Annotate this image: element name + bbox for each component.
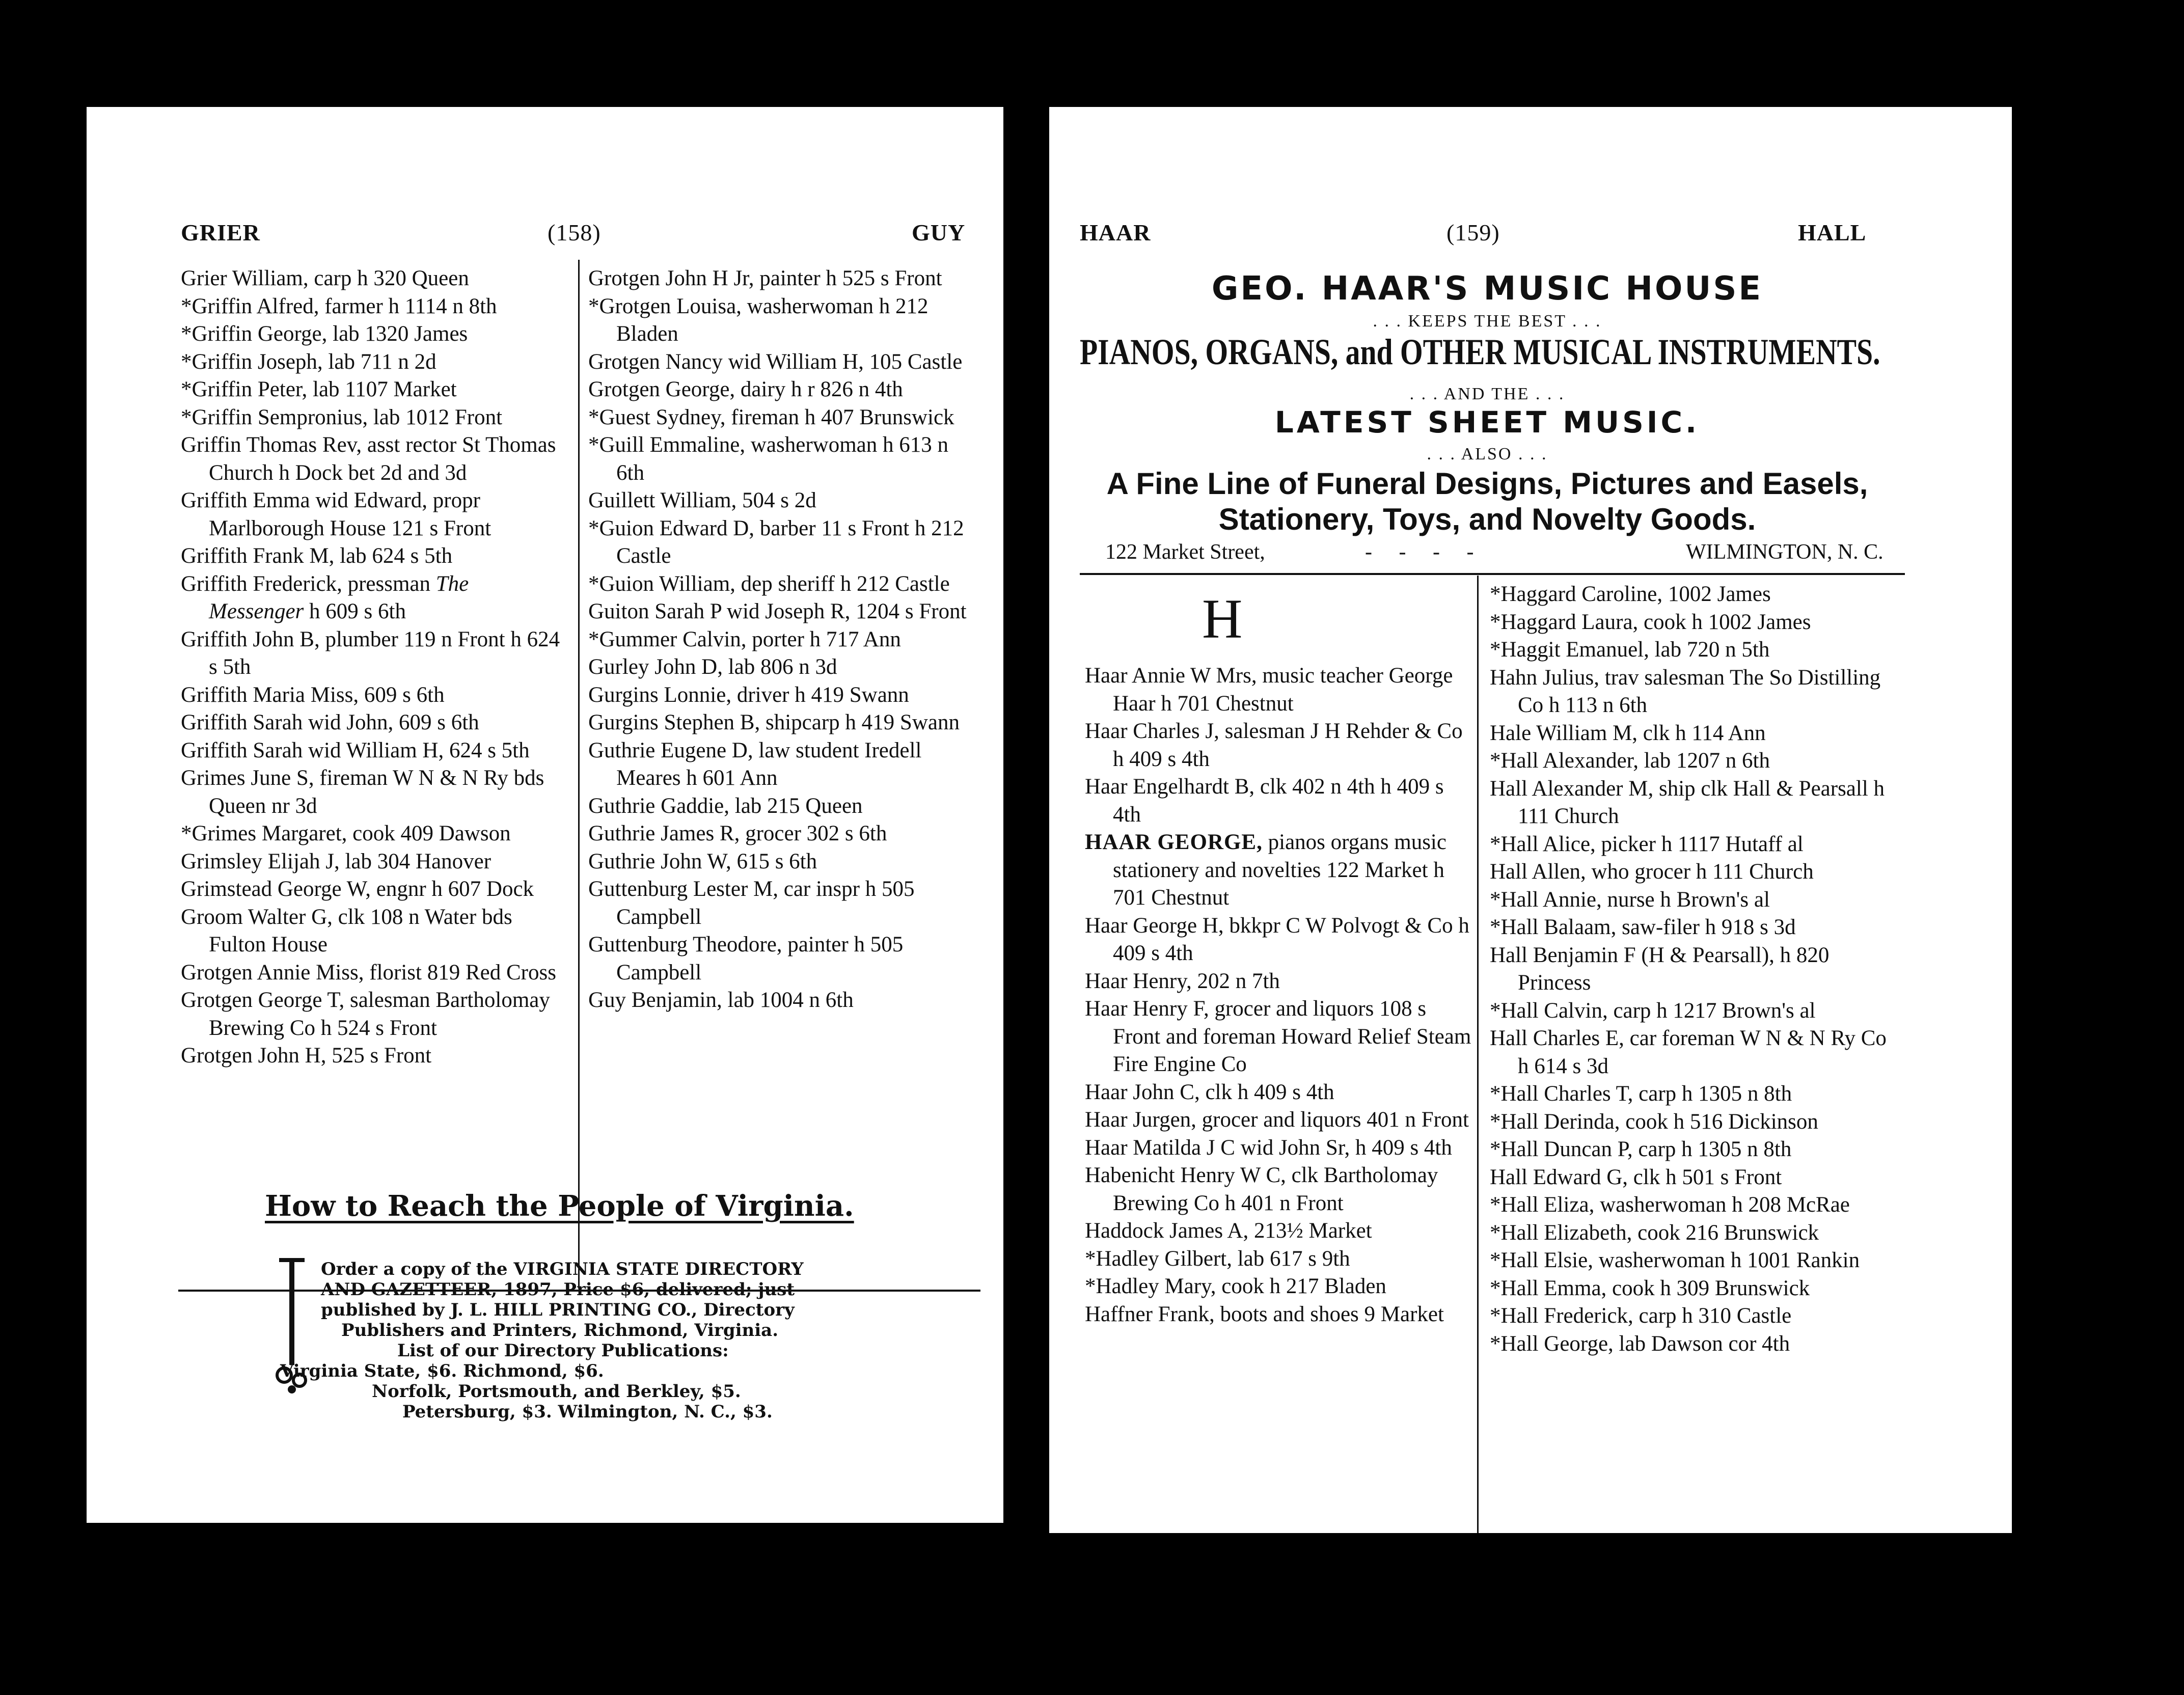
page-number: (158) xyxy=(548,220,601,245)
list-item: Haar John C, clk h 409 s 4th xyxy=(1085,1080,1334,1104)
list-item: *Hall Derinda, cook h 516 Dickinson xyxy=(1490,1109,1818,1134)
list-item: *Guest Sydney, fireman h 407 Brunswick xyxy=(588,405,954,429)
list-item: *Hall Calvin, carp h 1217 Brown's al xyxy=(1490,998,1816,1023)
list-item: Grimes June S, fireman W N & N Ry bds Queen nr 3d xyxy=(181,766,544,818)
list-item: *Grimes Margaret, cook 409 Dawson xyxy=(181,822,511,845)
list-item: Hall Benjamin F (H & Pearsall), h 820 Princess xyxy=(1490,943,1830,995)
list-item: *Hall Frederick, carp h 310 Castle xyxy=(1490,1304,1792,1328)
list-item: *Grotgen Louisa, washerwoman h 212 Bladen xyxy=(588,294,929,346)
list-item: *Hall Emma, cook h 309 Brunswick xyxy=(1490,1276,1810,1300)
advert-line: AND GAZETTEER, 1897, Price $6, delivered; just xyxy=(321,1279,795,1300)
list-item: *Griffin Alfred, farmer h 1114 n 8th xyxy=(181,294,497,318)
list-item: *Guion Edward D, barber 11 s Front h 212 Castle xyxy=(588,516,964,568)
page-number: (159) xyxy=(1446,220,1500,245)
list-item: Griffith Emma wid Edward, propr Marlborough House 121 s Front xyxy=(181,488,492,540)
list-item: Guttenburg Theodore, painter h 505 Campbell xyxy=(588,933,904,985)
advert-bottom-rule xyxy=(1080,573,1905,575)
list-item: Guillett William, 504 s 2d xyxy=(588,488,816,512)
list-item: Grotgen John H Jr, painter h 525 s Front xyxy=(588,266,942,290)
list-item: Grier William, carp h 320 Queen xyxy=(181,266,469,290)
advert-line: Virginia State, $6. Richmond, $6. xyxy=(280,1361,604,1381)
list-item: *Hall Eliza, washerwoman h 208 McRae xyxy=(1490,1193,1850,1217)
list-item: Gurley John D, lab 806 n 3d xyxy=(588,655,837,679)
virginia-advert-heading: How to Reach the People of Virginia. xyxy=(265,1189,854,1223)
list-item: *Haggit Emanuel, lab 720 n 5th xyxy=(1490,638,1770,662)
header-left: GRIER xyxy=(181,220,260,245)
list-item: Guiton Sarah P wid Joseph R, 1204 s Front xyxy=(588,599,967,623)
list-item: Griffith Maria Miss, 609 s 6th xyxy=(181,682,445,707)
list-item: Hall Edward G, clk h 501 s Front xyxy=(1490,1165,1782,1189)
list-item: Haar George H, bkkpr C W Polvogt & Co h 409 s 4th xyxy=(1085,913,1469,965)
list-item: Griffith Sarah wid William H, 624 s 5th xyxy=(181,738,530,762)
list-item: *Guill Emmaline, washerwoman h 613 n 6th xyxy=(588,433,948,485)
advert-stationery-line: Stationery, Toys, and Novelty Goods. xyxy=(1218,502,1756,536)
list-item: Haar Matilda J C wid John Sr, h 409 s 4th xyxy=(1085,1135,1452,1160)
header-left: HAAR xyxy=(1080,220,1151,245)
left-page xyxy=(87,107,1003,1523)
section-letter: H xyxy=(1202,588,1243,650)
list-item: Grotgen John H, 525 s Front xyxy=(181,1044,432,1068)
list-item: Grimstead George W, engnr h 607 Dock xyxy=(181,877,534,901)
list-item: *Hall Alexander, lab 1207 n 6th xyxy=(1490,749,1770,773)
advert-title: GEO. HAAR'S MUSIC HOUSE xyxy=(1211,270,1763,308)
list-item: Haar Henry, 202 n 7th xyxy=(1085,969,1280,993)
list-item: Grotgen Nancy wid William H, 105 Castle xyxy=(588,349,963,374)
advert-line: Norfolk, Portsmouth, and Berkley, $5. xyxy=(372,1381,741,1402)
list-item: Haar Annie W Mrs, music teacher George Haar h 701 Chestnut xyxy=(1085,664,1453,716)
advert-subline: . . . AND THE . . . xyxy=(1409,385,1565,403)
advert-address: 122 Market Street, xyxy=(1105,540,1265,564)
advert-instruments: PIANOS, ORGANS, and OTHER MUSICAL INSTRUMENTS. xyxy=(1080,332,1880,372)
list-item: *Guion William, dep sheriff h 212 Castle xyxy=(588,571,950,596)
list-item: *Hall George, lab Dawson cor 4th xyxy=(1490,1331,1790,1356)
advert-line: Publishers and Printers, Richmond, Virginia. xyxy=(341,1320,779,1341)
list-item: *Hall Alice, picker h 1117 Hutaff al xyxy=(1490,832,1804,856)
list-item: Haar Charles J, salesman J H Rehder & Co h 409 s 4th xyxy=(1085,719,1463,771)
right-column-2 xyxy=(1490,581,1887,1358)
advert-line: Petersburg, $3. Wilmington, N. C., $3. xyxy=(402,1402,773,1422)
list-item: Guthrie James R, grocer 302 s 6th xyxy=(588,822,887,845)
list-item: Hall Charles E, car foreman W N & N Ry Co h 614 s 3d xyxy=(1490,1026,1887,1078)
list-item: *Hall Charles T, carp h 1305 n 8th xyxy=(1490,1082,1792,1106)
list-item: *Hadley Gilbert, lab 617 s 9th xyxy=(1085,1246,1350,1271)
list-item: *Hadley Mary, cook h 217 Bladen xyxy=(1085,1274,1386,1298)
list-item: Guttenburg Lester M, car inspr h 505 Campbell xyxy=(588,877,915,929)
advert-subline: . . . KEEPS THE BEST . . . xyxy=(1373,312,1602,331)
advert-subline: . . . ALSO . . . xyxy=(1427,445,1548,463)
list-item: *Hall Duncan P, carp h 1305 n 8th xyxy=(1490,1137,1792,1161)
list-item: Gurgins Lonnie, driver h 419 Swann xyxy=(588,682,909,707)
list-item: Griffin Thomas Rev, asst rector St Thomas Church h Dock bet 2d and 3d xyxy=(181,433,556,485)
virginia-advert-body xyxy=(280,1259,958,1422)
list-item: Haar Jurgen, grocer and liquors 401 n Front xyxy=(1085,1108,1469,1132)
advert-city: WILMINGTON, N. C. xyxy=(1686,540,1883,564)
list-item: Gurgins Stephen B, shipcarp h 419 Swann xyxy=(588,710,960,734)
advert-sheet-music: LATEST SHEET MUSIC. xyxy=(1274,405,1700,440)
list-item: Guy Benjamin, lab 1004 n 6th xyxy=(588,988,854,1012)
list-item: *Griffin George, lab 1320 James xyxy=(181,322,468,346)
list-item: Griffith Frederick, pressman The Messenger h 609 s 6th xyxy=(181,571,469,623)
list-item: *Griffin Peter, lab 1107 Market xyxy=(181,377,457,401)
column-divider xyxy=(1477,576,1479,1533)
list-item: Griffith Sarah wid John, 609 s 6th xyxy=(181,710,479,734)
list-item: Haar Henry F, grocer and liquors 108 s Front and foreman Howard Relief Steam Fire Engine Co xyxy=(1085,997,1471,1076)
list-item: *Griffin Sempronius, lab 1012 Front xyxy=(181,405,503,429)
right-page xyxy=(1049,107,2012,1533)
list-item: Griffith Frank M, lab 624 s 5th xyxy=(181,544,453,568)
left-column-1 xyxy=(181,265,568,1070)
list-item: *Hall Balaam, saw-filer h 918 s 3d xyxy=(1490,915,1796,939)
column-divider xyxy=(578,260,580,1289)
advert-line: Order a copy of the VIRGINIA STATE DIRECTORY xyxy=(321,1259,804,1279)
list-item: *Gummer Calvin, porter h 717 Ann xyxy=(588,627,901,651)
list-item: Haar Engelhardt B, clk 402 n 4th h 409 s 4th xyxy=(1085,775,1444,827)
list-item: Hahn Julius, trav salesman The So Distilling Co h 113 n 6th xyxy=(1490,665,1881,717)
list-item-featured: HAAR GEORGE, pianos organs music stationery and novelties 122 Market h 701 Chestnut xyxy=(1085,830,1446,910)
list-item: Guthrie Eugene D, law student Iredell Meares h 601 Ann xyxy=(588,738,922,790)
advert-line: List of our Directory Publications: xyxy=(397,1341,729,1361)
list-item: Hall Allen, who grocer h 111 Church xyxy=(1490,860,1814,884)
left-column-2 xyxy=(588,265,975,1015)
header-right: GUY xyxy=(912,220,966,245)
list-item: Groom Walter G, clk 108 n Water bds Fulton House xyxy=(181,905,512,956)
list-item: *Hall Annie, nurse h Brown's al xyxy=(1490,887,1770,912)
list-item: Grimsley Elijah J, lab 304 Hanover xyxy=(181,849,492,873)
advert-dashes: - - - - xyxy=(1365,540,1474,564)
newspaper-title: The Messenger xyxy=(209,571,469,623)
header-right: HALL xyxy=(1798,220,1867,245)
list-item: Habenicht Henry W C, clk Bartholomay Brewing Co h 401 n Front xyxy=(1085,1163,1438,1215)
list-item: Grotgen Annie Miss, florist 819 Red Cross xyxy=(181,960,556,985)
list-item: *Griffin Joseph, lab 711 n 2d xyxy=(181,349,436,374)
list-item: Haddock James A, 213½ Market xyxy=(1085,1219,1372,1243)
list-item: Hale William M, clk h 114 Ann xyxy=(1490,721,1766,745)
list-item: *Hall Elizabeth, cook 216 Brunswick xyxy=(1490,1220,1819,1245)
list-item: *Haggard Laura, cook h 1002 James xyxy=(1490,610,1811,634)
list-item: *Hall Elsie, washerwoman h 1001 Rankin xyxy=(1490,1248,1860,1272)
list-item: Griffith John B, plumber 119 n Front h 624 s 5th xyxy=(181,627,560,679)
list-item: Hall Alexander M, ship clk Hall & Pearsall h 111 Church xyxy=(1490,776,1885,828)
advert-funeral-line: A Fine Line of Funeral Designs, Pictures and Easels, xyxy=(1106,467,1868,501)
list-item: Guthrie Gaddie, lab 215 Queen xyxy=(588,794,863,818)
list-item: Grotgen George, dairy h r 826 n 4th xyxy=(588,377,903,401)
list-item: Grotgen George T, salesman Bartholomay Brewing Co h 524 s Front xyxy=(181,988,550,1040)
list-item: Haffner Frank, boots and shoes 9 Market xyxy=(1085,1302,1444,1326)
advert-line: published by J. L. HILL PRINTING CO., Directory xyxy=(321,1300,795,1320)
list-item: *Haggard Caroline, 1002 James xyxy=(1490,582,1771,606)
list-item: Guthrie John W, 615 s 6th xyxy=(588,849,817,873)
right-column-1 xyxy=(1085,662,1472,1328)
